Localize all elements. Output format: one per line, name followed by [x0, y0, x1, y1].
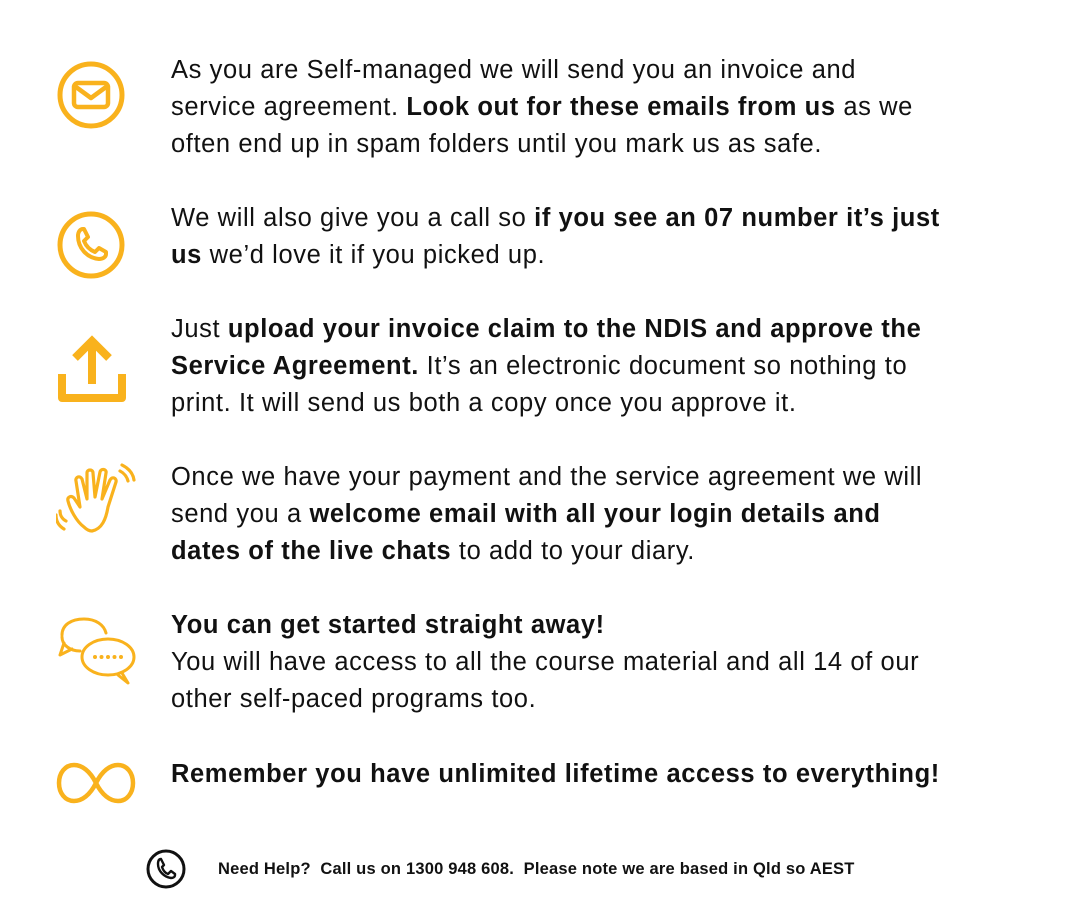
- info-text-welcome: [171, 459, 1041, 570]
- emphasis-text: us: [171, 241, 202, 269]
- info-text-lifetime-access: [171, 756, 1041, 793]
- body-text: often end up in spam folders until you mark us as safe.: [171, 130, 823, 158]
- info-text-email: [171, 52, 1041, 163]
- body-text: we’d love it if you picked up.: [201, 241, 546, 269]
- body-text: service agreement.: [171, 93, 407, 121]
- chat-bubbles-icon: [56, 609, 138, 691]
- body-text: You will have access to all the course material and all 14 of our: [171, 648, 920, 676]
- body-text: send you a: [171, 500, 310, 528]
- info-text-phone: [171, 200, 1041, 274]
- infinity-icon: [56, 742, 138, 824]
- emphasis-text: Service Agreement.: [171, 352, 419, 380]
- phone-outline-icon: [145, 848, 187, 890]
- body-text: As you are Self-managed we will send you an invoice and: [171, 56, 857, 84]
- body-text: to add to your diary.: [451, 537, 695, 565]
- help-text: Need Help? Call us on 1300 948 608. Please note we are based in Qld so AEST: [218, 860, 855, 878]
- body-text: print. It will send us both a copy once you approve it.: [171, 389, 797, 417]
- body-text: as we: [835, 93, 913, 121]
- info-text-get-started: [171, 607, 1041, 718]
- emphasis-text: You can get started straight away!: [171, 611, 605, 639]
- emphasis-text: upload your invoice claim to the NDIS and approve the: [227, 315, 922, 343]
- upload-icon: [56, 329, 138, 411]
- emphasis-text: welcome email with all your login details and: [309, 500, 881, 528]
- envelope-icon: [56, 54, 138, 136]
- emphasis-text: dates of the live chats: [171, 537, 452, 565]
- emphasis-text: Look out for these emails from us: [406, 93, 836, 121]
- phone-icon: [56, 204, 138, 286]
- waving-hand-icon: [56, 459, 138, 541]
- help-footer: [0, 848, 1080, 892]
- emphasis-text: if you see an 07 number it’s just: [534, 204, 940, 232]
- body-text: Just: [171, 315, 228, 343]
- emphasis-text: Remember you have unlimited lifetime access to everything!: [171, 760, 940, 788]
- body-text: We will also give you a call so: [171, 204, 535, 232]
- body-text: Once we have your payment and the service agreement we will: [171, 463, 923, 491]
- info-text-upload: [171, 311, 1041, 422]
- body-text: other self-paced programs too.: [171, 685, 537, 713]
- body-text: It’s an electronic document so nothing to: [418, 352, 908, 380]
